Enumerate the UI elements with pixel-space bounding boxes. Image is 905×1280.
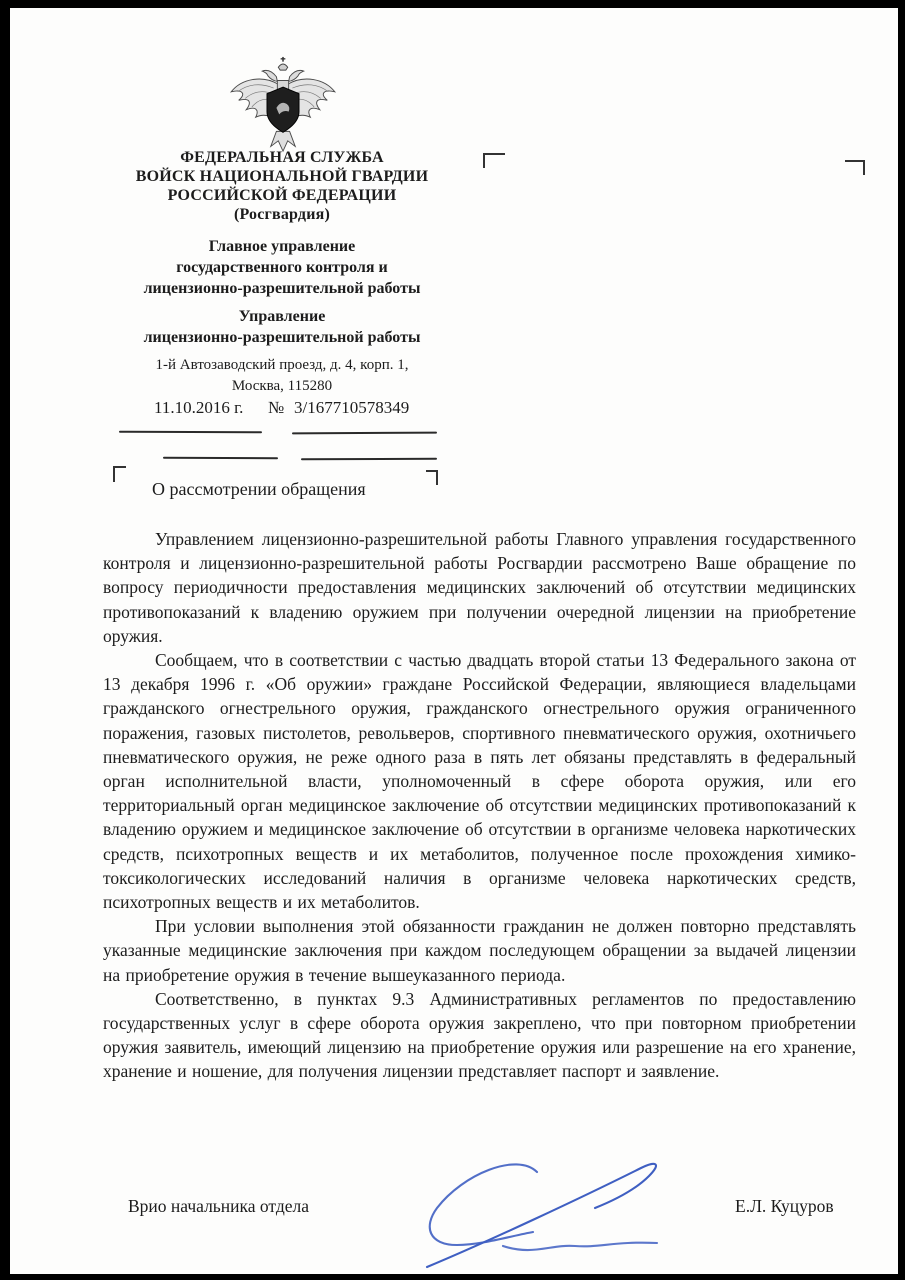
division-line: Управление [238, 308, 326, 325]
recipient-zone-corner-mark [483, 153, 505, 168]
body-paragraph: Соответственно, в пунктах 9.3 Административных регламентов по предоставлению государственных услуг в сфере оборота оружия закреплено, что при повторном приобретении оружия заявитель, имеющий лицензию на приобретение оружия или разрешение на его хранение, хранение и ношение, для получения лицензии представляет паспорт и заявление. [103, 988, 856, 1082]
agency-name-block [102, 148, 462, 224]
letter-body [103, 527, 856, 1084]
subject-zone-corner-mark [426, 470, 438, 485]
number-sign: № [268, 398, 285, 417]
address-line: Москва, 115280 [231, 378, 333, 394]
body-paragraph: Сообщаем, что в соответствии с частью двадцать второй статьи 13 Федерального закона от 13 декабря 1996 г. «Об оружии» граждане Российской Федерации, являющиеся владельцами гражданского огнестрельного оружия, гражданского огнестрельного оружия ограниченного поражения, газовых пистолетов, револьверов, спортивного пневматического оружия, охотничьего пневматического оружия, не реже одного раза в пять лет обязаны представлять в федеральный орган исполнительной власти, уполномоченный в сфере оборота оружия, или его территориальный орган медицинское заключение об отсутствии медицинских противопоказаний к владению оружием и медицинское заключение об отсутствии в организме человека наркотических средств, психотропных веществ и их метаболитов, полученное после прохождения химико-токсикологических исследований наличия в организме человека наркотических средств, психотропных веществ и их метаболитов. [103, 650, 856, 913]
signer-name: Е.Л. Куцуров [735, 1196, 834, 1216]
body-paragraph: При условии выполнения этой обязанности гражданин не должен повторно представлять указанные медицинские заключения при каждом последующем обращении за выдачей лицензии на приобретение оружия в течение вышеуказанного периода. [103, 916, 856, 985]
department-line: лицензионно-разрешительной работы [143, 280, 421, 297]
agency-line: ВОЙСК НАЦИОНАЛЬНОЙ ГВАРДИИ [135, 168, 429, 185]
agency-line: (Росгвардия) [233, 206, 331, 223]
division-block [102, 306, 462, 348]
letter-number: 3/167710578349 [294, 398, 410, 417]
department-line: государственного контроля и [176, 259, 388, 276]
address-block [102, 355, 462, 397]
division-line: лицензионно-разрешительной работы [143, 329, 421, 346]
body-paragraph: Управлением лицензионно-разрешительной работы Главного управления государственного контроля и лицензионно-разрешительной работы Росгвардии рассмотрено Ваше обращение по вопросу периодичности предоставления медицинских заключений об отсутствии медицинских противопоказаний к владению оружием при получении очередной лицензии на приобретение оружия. [103, 529, 856, 646]
department-line: Главное управление [208, 238, 356, 255]
subject-zone-corner-mark [113, 466, 126, 482]
department-block [102, 236, 462, 299]
agency-line: ФЕДЕРАЛЬНАЯ СЛУЖБА [180, 149, 384, 166]
address-line: 1-й Автозаводский проезд, д. 4, корп. 1, [155, 357, 409, 373]
letter-date: 11.10.2016 г. [154, 398, 244, 417]
rosgvardiya-eagle-emblem-icon [224, 56, 342, 154]
recipient-zone-corner-mark [845, 160, 865, 175]
handwritten-signature [385, 1146, 690, 1274]
letter-subject: О рассмотрении обращения [152, 479, 366, 499]
agency-line: РОССИЙСКОЙ ФЕДЕРАЦИИ [167, 187, 397, 204]
signer-position-title: Врио начальника отдела [128, 1196, 309, 1216]
